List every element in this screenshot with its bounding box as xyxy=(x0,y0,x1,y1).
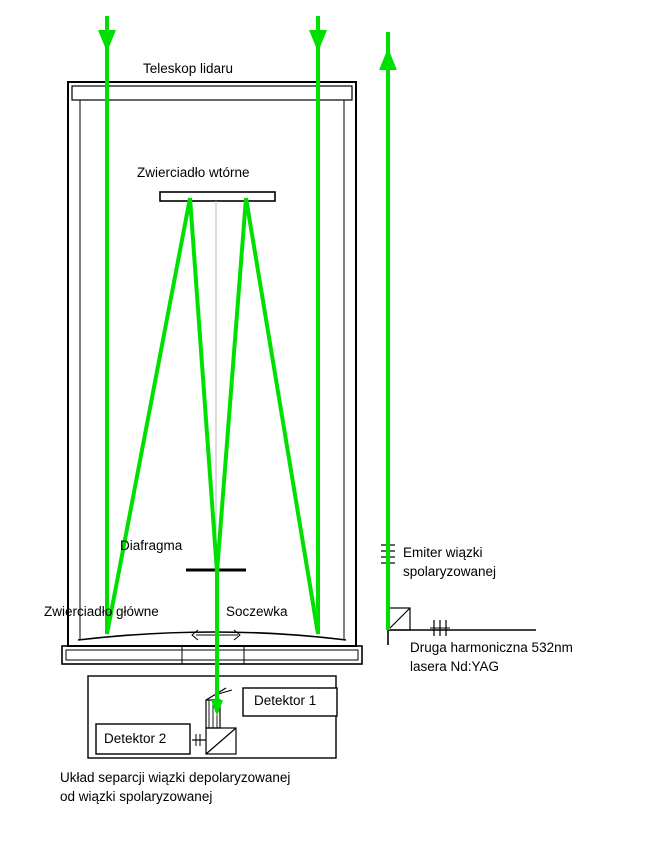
converging-ray-left xyxy=(190,198,217,572)
label-diaphragm: Diafragma xyxy=(120,538,183,553)
label-lens: Soczewka xyxy=(226,604,288,619)
label-laser-line-2: lasera Nd:YAG xyxy=(410,659,500,674)
label-separation-line-1: Układ separcji wiązki depolaryzowanej xyxy=(60,770,291,785)
label-detector-2: Detektor 2 xyxy=(104,731,167,746)
label-separation-line-2: od wiązki spolaryzowanej xyxy=(60,789,213,804)
label-laser-line-1: Druga harmoniczna 532nm xyxy=(410,640,573,655)
reflected-ray-right xyxy=(246,198,318,634)
label-telescope: Teleskop lidaru xyxy=(143,61,234,76)
secondary-mirror xyxy=(160,192,275,560)
reflected-ray-left xyxy=(107,198,190,634)
outgoing-laser-beam xyxy=(379,32,397,630)
incoming-beam-left xyxy=(98,16,116,634)
incoming-beam-right xyxy=(309,16,327,634)
label-detector-1: Detektor 1 xyxy=(254,693,317,708)
label-emitter-line-2: spolaryzowanej xyxy=(403,564,497,579)
label-primary-mirror: Zwierciadło główne xyxy=(44,604,159,619)
beam-splitter-optics xyxy=(192,688,236,754)
label-emitter-line-1: Emiter wiązki xyxy=(403,545,483,560)
converging-ray-right xyxy=(217,198,246,572)
label-secondary-mirror: Zwierciadło wtórne xyxy=(137,165,250,180)
